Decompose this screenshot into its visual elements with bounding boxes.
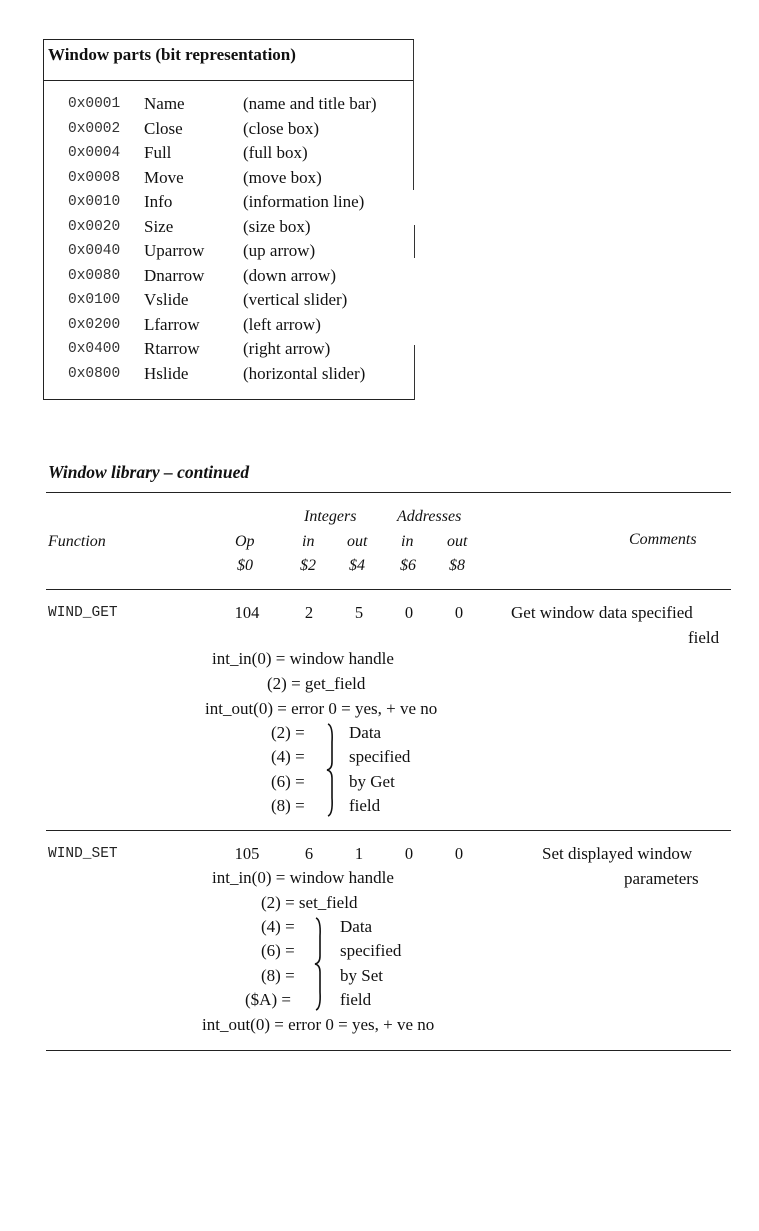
param-line: int_out(0) = error 0 = yes, + ve no (205, 699, 438, 718)
brace-text: specified (349, 747, 411, 766)
function-name: WIND_GET (48, 605, 118, 621)
part-name: Size (144, 217, 174, 236)
bit-code: 0x0100 (68, 292, 121, 308)
header-reg-2: $2 (300, 557, 316, 574)
part-name: Vslide (144, 290, 189, 309)
param-line: int_out(0) = error 0 = yes, + ve no (202, 1015, 435, 1034)
brace-label: (8) = (271, 796, 305, 815)
header-op: Op (235, 533, 255, 550)
addr-out-value: 0 (454, 603, 464, 622)
brace-label: (6) = (271, 772, 305, 791)
bit-code: 0x0010 (68, 194, 121, 210)
bit-code: 0x0040 (68, 243, 121, 259)
part-desc: (name and title bar) (243, 94, 377, 113)
window-parts-title: Window parts (bit representation) (48, 45, 296, 64)
header-integers: Integers (304, 508, 357, 525)
op-value: 105 (234, 844, 260, 863)
library-title: Window library – continued (48, 462, 250, 482)
int-out-value: 5 (354, 603, 364, 622)
part-name: Close (144, 119, 183, 138)
addr-out-value: 0 (454, 844, 464, 863)
bit-code: 0x0200 (68, 317, 121, 333)
brace-text: by Get (349, 772, 395, 791)
right-border-segment (413, 40, 414, 190)
brace-label: (8) = (261, 966, 295, 985)
bit-code: 0x0800 (68, 366, 121, 382)
part-desc: (close box) (243, 119, 320, 138)
comment-line: Set displayed window (542, 844, 693, 863)
part-desc: (vertical slider) (243, 290, 348, 309)
entry-divider (46, 830, 731, 831)
part-name: Hslide (144, 364, 189, 383)
brace-text: field (340, 990, 372, 1009)
curly-brace-icon (322, 722, 338, 818)
part-desc: (information line) (243, 192, 365, 211)
header-reg-4: $4 (349, 557, 365, 574)
brace-label: (6) = (261, 941, 295, 960)
brace-text: specified (340, 941, 402, 960)
part-desc: (full box) (243, 143, 308, 162)
header-reg-6: $6 (400, 557, 416, 574)
int-out-value: 1 (354, 844, 364, 863)
part-desc: (down arrow) (243, 266, 336, 285)
header-reg-8: $8 (449, 557, 465, 574)
function-name: WIND_SET (48, 846, 118, 862)
table-bottom-rule (46, 1050, 731, 1051)
op-value: 104 (234, 603, 260, 622)
brace-label: (4) = (261, 917, 295, 936)
brace-label: (2) = (271, 723, 305, 742)
part-desc: (size box) (243, 217, 311, 236)
header-bottom-rule (46, 589, 731, 590)
part-desc: (up arrow) (243, 241, 316, 260)
param-line: (2) = get_field (267, 674, 366, 693)
header-addr-out: out (447, 533, 468, 550)
header-function: Function (48, 533, 106, 550)
brace-label: ($A) = (245, 990, 291, 1009)
part-desc: (horizontal slider) (243, 364, 366, 383)
comment-line: field (688, 628, 720, 647)
brace-text: Data (349, 723, 382, 742)
part-name: Info (144, 192, 173, 211)
bit-code: 0x0080 (68, 268, 121, 284)
part-name: Uparrow (144, 241, 205, 260)
header-reg-0: $0 (237, 557, 253, 574)
bit-code: 0x0002 (68, 121, 121, 137)
param-line: int_in(0) = window handle (212, 649, 394, 668)
part-name: Rtarrow (144, 339, 200, 358)
addr-in-value: 0 (404, 844, 414, 863)
brace-label: (4) = (271, 747, 305, 766)
right-border-segment (414, 345, 415, 400)
param-line: (2) = set_field (261, 893, 358, 912)
bit-code: 0x0020 (68, 219, 121, 235)
header-int-out: out (347, 533, 368, 550)
bit-code: 0x0004 (68, 145, 121, 161)
header-int-in: in (302, 533, 315, 550)
int-in-value: 6 (304, 844, 314, 863)
brace-text: Data (340, 917, 373, 936)
curly-brace-icon (310, 916, 326, 1012)
part-name: Full (144, 143, 172, 162)
part-name: Move (144, 168, 184, 187)
right-border-segment (414, 225, 415, 258)
brace-text: by Set (340, 966, 383, 985)
param-line: int_in(0) = window handle (212, 868, 394, 887)
header-comments: Comments (629, 531, 697, 548)
header-addresses: Addresses (397, 508, 462, 525)
comment-line: Get window data specified (511, 603, 693, 622)
header-top-rule (46, 492, 731, 493)
brace-text: field (349, 796, 381, 815)
addr-in-value: 0 (404, 603, 414, 622)
part-desc: (move box) (243, 168, 322, 187)
part-name: Name (144, 94, 185, 113)
bit-code: 0x0400 (68, 341, 121, 357)
title-divider (44, 80, 414, 81)
part-name: Lfarrow (144, 315, 200, 334)
comment-line: parameters (624, 869, 699, 888)
part-name: Dnarrow (144, 266, 205, 285)
bit-code: 0x0001 (68, 96, 121, 112)
part-desc: (left arrow) (243, 315, 321, 334)
bit-code: 0x0008 (68, 170, 121, 186)
part-desc: (right arrow) (243, 339, 331, 358)
header-addr-in: in (401, 533, 414, 550)
int-in-value: 2 (304, 603, 314, 622)
